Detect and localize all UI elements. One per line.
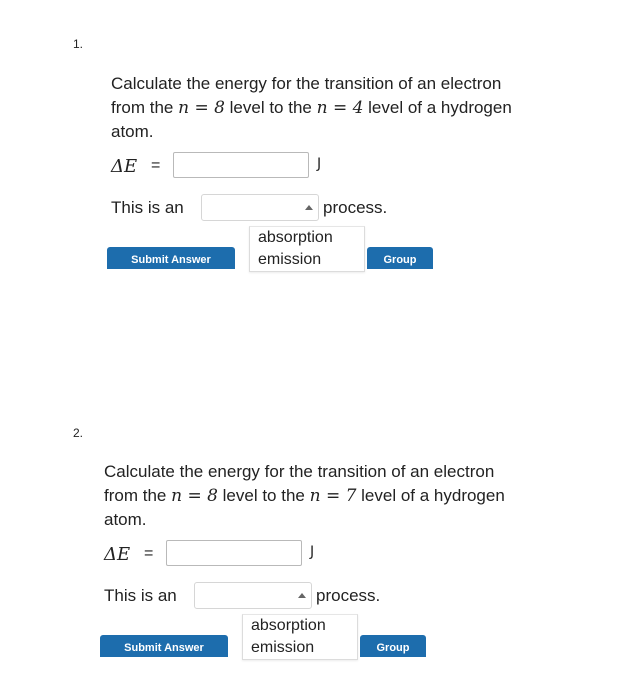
- process-tail-text: process.: [316, 586, 381, 605]
- process-tail-text: process.: [323, 198, 388, 217]
- clip-edge: [84, 657, 544, 697]
- dropdown-option-absorption[interactable]: absorption: [258, 229, 333, 246]
- dropdown-option-emission[interactable]: emission: [258, 251, 322, 268]
- delta-e-label: ΔE: [104, 544, 131, 565]
- energy-input[interactable]: [173, 152, 309, 178]
- question-number: 2.: [73, 426, 84, 440]
- group-button[interactable]: Group: [367, 247, 433, 269]
- action-zone: [111, 226, 531, 268]
- problem-1: [111, 72, 531, 268]
- process-lead-text: This is an: [104, 586, 177, 605]
- process-lead-text: This is an: [111, 198, 184, 217]
- energy-unit: J: [317, 156, 322, 172]
- process-select[interactable]: [201, 194, 319, 221]
- prompt-text: level of a hydrogen atom.: [104, 486, 505, 529]
- energy-input[interactable]: [166, 540, 302, 566]
- action-zone: [104, 614, 524, 656]
- prompt-text: level to the: [217, 486, 310, 505]
- prompt-text: level to the: [224, 98, 317, 117]
- equals-sign: =: [151, 157, 161, 174]
- final-level: n = 4: [316, 98, 364, 118]
- problem-prompt: [111, 72, 531, 144]
- submit-answer-button[interactable]: Submit Answer: [100, 635, 228, 657]
- process-row: [111, 194, 531, 224]
- prompt-text: Calculate the energy for the transition of an electron from the: [111, 74, 502, 117]
- problem-2: [104, 460, 524, 656]
- initial-level: n = 8: [171, 486, 218, 506]
- caret-up-icon: [305, 205, 313, 210]
- delta-e-label: ΔE: [111, 156, 138, 177]
- process-dropdown-list: [242, 614, 358, 660]
- submit-answer-button[interactable]: Submit Answer: [107, 247, 235, 269]
- clip-edge: [91, 269, 551, 309]
- energy-unit: J: [310, 544, 315, 560]
- process-dropdown-list: [249, 226, 365, 272]
- dropdown-option-emission[interactable]: emission: [251, 639, 315, 656]
- problem-prompt: [104, 460, 524, 532]
- prompt-text: Calculate the energy for the transition of an electron from the: [104, 462, 495, 505]
- caret-up-icon: [298, 593, 306, 598]
- process-select[interactable]: [194, 582, 312, 609]
- final-level: n = 7: [309, 486, 357, 506]
- dropdown-option-absorption[interactable]: absorption: [251, 617, 326, 634]
- energy-answer-row: [104, 540, 524, 570]
- question-number: 1.: [73, 37, 84, 51]
- initial-level: n = 8: [178, 98, 225, 118]
- prompt-text: level of a hydrogen atom.: [111, 98, 512, 141]
- process-row: [104, 582, 524, 612]
- equals-sign: =: [144, 545, 154, 562]
- energy-answer-row: [111, 152, 531, 182]
- group-button[interactable]: Group: [360, 635, 426, 657]
